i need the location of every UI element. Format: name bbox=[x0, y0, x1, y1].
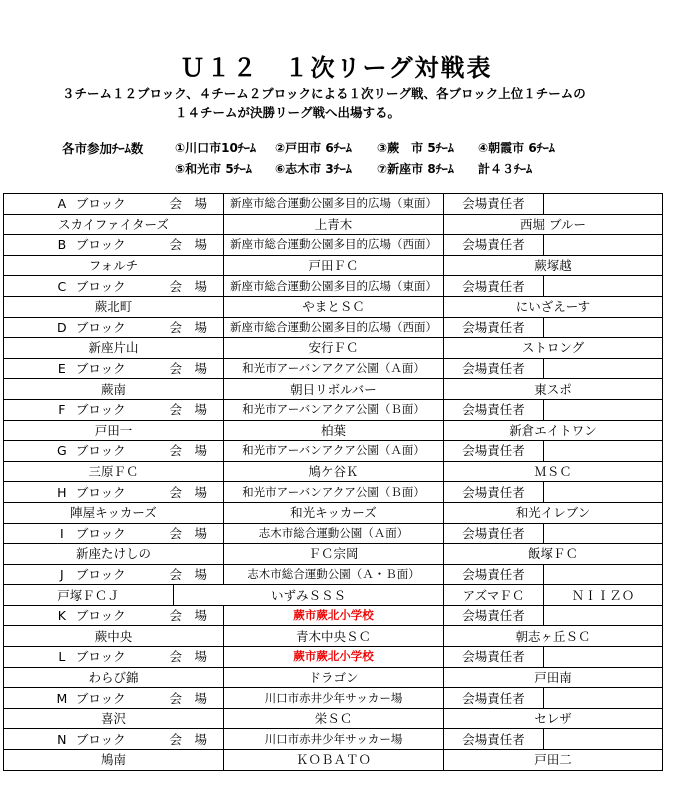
block-word: ブロック bbox=[75, 690, 126, 706]
venue-manager-value bbox=[544, 523, 663, 544]
venue-word: 会 場 bbox=[169, 649, 207, 665]
venue-word: 会 場 bbox=[169, 319, 207, 335]
block-letter: F bbox=[58, 402, 66, 418]
block-word: ブロック bbox=[75, 649, 126, 665]
block-letter: C bbox=[57, 278, 67, 294]
block-letter: G bbox=[57, 443, 67, 459]
team-row bbox=[4, 585, 663, 606]
team-row bbox=[4, 461, 663, 482]
block-header-row bbox=[4, 523, 663, 544]
team-name: ＫＯＢＡＴＯ bbox=[224, 750, 444, 771]
block-word: ブロック bbox=[75, 196, 126, 212]
venue-word: 会 場 bbox=[169, 608, 207, 624]
block-header-row bbox=[4, 441, 663, 462]
venue-manager-label: 会場責任者 bbox=[444, 441, 544, 462]
team-name: 朝日リボルバー bbox=[224, 379, 444, 400]
venue-manager-label: 会場責任者 bbox=[444, 399, 544, 420]
block-header-row bbox=[4, 729, 663, 750]
block-label bbox=[4, 276, 224, 297]
team-name: 新倉エイトワン bbox=[444, 420, 663, 441]
block-word: ブロック bbox=[75, 319, 126, 335]
block-letter: A bbox=[57, 196, 67, 212]
venue-word: 会 場 bbox=[169, 690, 207, 706]
team-row bbox=[4, 667, 663, 688]
block-label bbox=[4, 235, 224, 256]
venue-manager-label: 会場責任者 bbox=[444, 523, 544, 544]
venue-word: 会 場 bbox=[169, 278, 207, 294]
team-name: 喜沢 bbox=[4, 708, 224, 729]
venue-manager-value bbox=[544, 358, 663, 379]
team-name: 朝志ヶ丘ＳＣ bbox=[444, 626, 663, 647]
venue-manager-value bbox=[544, 194, 663, 215]
block-header-row bbox=[4, 564, 663, 585]
block-word: ブロック bbox=[75, 608, 126, 624]
block-word: ブロック bbox=[75, 278, 126, 294]
block-word: ブロック bbox=[75, 525, 126, 541]
venue-name: 新座市総合運動公園多目的広場（西面） bbox=[224, 235, 444, 256]
venue-manager-value bbox=[544, 729, 663, 750]
team-row bbox=[4, 420, 663, 441]
venue-name: 新座市総合運動公園多目的広場（西面） bbox=[224, 317, 444, 338]
league-table bbox=[3, 193, 663, 771]
venue-manager-label: 会場責任者 bbox=[444, 729, 544, 750]
team-name: セレザ bbox=[444, 708, 663, 729]
team-name: 鳩ケ谷Ｋ bbox=[224, 461, 444, 482]
block-letter: E bbox=[57, 361, 66, 377]
team-name: 蕨北町 bbox=[4, 296, 224, 317]
venue-name: 新座市総合運動公園多目的広場（東面） bbox=[224, 276, 444, 297]
team-name: 戸田二 bbox=[444, 750, 663, 771]
team-name: 戸田ＦＣ bbox=[224, 255, 444, 276]
venue-manager-label: 会場責任者 bbox=[444, 235, 544, 256]
team-name: にいざえーす bbox=[444, 296, 663, 317]
block-label bbox=[4, 564, 224, 585]
team-name: 鳩南 bbox=[4, 750, 224, 771]
team-row bbox=[4, 338, 663, 359]
venue-manager-value bbox=[544, 605, 663, 626]
team-row bbox=[4, 544, 663, 565]
team-name: 柏葉 bbox=[224, 420, 444, 441]
block-word: ブロック bbox=[75, 731, 126, 747]
block-header-row bbox=[4, 276, 663, 297]
venue-word: 会 場 bbox=[169, 484, 207, 500]
page-title: Ｕ１２ １次リーグ対戦表 bbox=[180, 54, 493, 82]
team-name: 戸塚ＦＣＪ bbox=[4, 585, 174, 606]
block-header-row bbox=[4, 399, 663, 420]
block-label bbox=[4, 523, 224, 544]
city-kawaguchi: ①川口市10ﾁｰﾑ bbox=[175, 141, 256, 155]
block-word: ブロック bbox=[75, 237, 126, 253]
team-name: 戸田一 bbox=[4, 420, 224, 441]
venue-name: 和光市アーバンアクア公園（Ａ面） bbox=[224, 358, 444, 379]
venue-manager-value bbox=[544, 482, 663, 503]
cities-label: 各市参加ﾁｰﾑ数 bbox=[62, 141, 144, 156]
venue-manager-label: 会場責任者 bbox=[444, 358, 544, 379]
team-row bbox=[4, 296, 663, 317]
team-name: 陣屋キッカーズ bbox=[4, 502, 224, 523]
venue-manager-value bbox=[544, 647, 663, 668]
team-name: 和光イレブン bbox=[444, 502, 663, 523]
block-label bbox=[4, 317, 224, 338]
venue-manager-label: 会場責任者 bbox=[444, 276, 544, 297]
venue-name: 蕨市蕨北小学校 bbox=[224, 605, 444, 626]
venue-word: 会 場 bbox=[169, 402, 207, 418]
team-name: 戸田南 bbox=[444, 667, 663, 688]
block-header-row bbox=[4, 688, 663, 709]
venue-manager-value bbox=[544, 564, 663, 585]
team-row bbox=[4, 379, 663, 400]
block-letter: K bbox=[57, 608, 66, 624]
venue-manager-label: 会場責任者 bbox=[444, 647, 544, 668]
team-row bbox=[4, 214, 663, 235]
city-toda: ②戸田市 6ﾁｰﾑ bbox=[275, 141, 352, 155]
block-header-row bbox=[4, 647, 663, 668]
team-name: やまとＳＣ bbox=[224, 296, 444, 317]
team-row bbox=[4, 502, 663, 523]
block-label bbox=[4, 647, 224, 668]
venue-manager-value bbox=[544, 441, 663, 462]
venue-name: 和光市アーバンアクア公園（Ｂ面） bbox=[224, 482, 444, 503]
team-name: ストロング bbox=[444, 338, 663, 359]
block-header-row bbox=[4, 358, 663, 379]
team-name: 蕨中央 bbox=[4, 626, 224, 647]
venue-name: 和光市アーバンアクア公園（Ｂ面） bbox=[224, 399, 444, 420]
city-shiki: ⑥志木市 3ﾁｰﾑ bbox=[275, 162, 352, 176]
venue-word: 会 場 bbox=[169, 525, 207, 541]
venue-manager-value bbox=[544, 235, 663, 256]
block-label bbox=[4, 399, 224, 420]
venue-name: 新座市総合運動公園多目的広場（東面） bbox=[224, 194, 444, 215]
team-name: 青木中央ＳＣ bbox=[224, 626, 444, 647]
block-word: ブロック bbox=[75, 443, 126, 459]
block-label bbox=[4, 358, 224, 379]
venue-manager-label: 会場責任者 bbox=[444, 688, 544, 709]
venue-name: 川口市赤井少年サッカー場 bbox=[224, 729, 444, 750]
venue-name: 和光市アーバンアクア公園（Ａ面） bbox=[224, 441, 444, 462]
block-letter: N bbox=[57, 731, 67, 747]
team-name: わらび錦 bbox=[4, 667, 224, 688]
team-name: ＦＣ宗岡 bbox=[224, 544, 444, 565]
city-warabi: ③蕨 市 5ﾁｰﾑ bbox=[377, 141, 454, 155]
venue-name: 志木市総合運動公園（Ａ面） bbox=[224, 523, 444, 544]
venue-word: 会 場 bbox=[169, 237, 207, 253]
venue-word: 会 場 bbox=[169, 196, 207, 212]
venue-name: 蕨市蕨北小学校 bbox=[224, 647, 444, 668]
block-letter: M bbox=[56, 690, 68, 706]
city-niiza: ⑦新座市 8ﾁｰﾑ bbox=[377, 162, 454, 176]
venue-manager-label: 会場責任者 bbox=[444, 194, 544, 215]
team-name: 蕨塚越 bbox=[444, 255, 663, 276]
team-row bbox=[4, 708, 663, 729]
total-teams: 計４３ﾁｰﾑ bbox=[478, 162, 533, 176]
team-name: 新座片山 bbox=[4, 338, 224, 359]
block-letter: D bbox=[57, 319, 67, 335]
team-name: フォルチ bbox=[4, 255, 224, 276]
team-row bbox=[4, 626, 663, 647]
venue-manager-value bbox=[544, 317, 663, 338]
block-header-row bbox=[4, 605, 663, 626]
block-word: ブロック bbox=[75, 484, 126, 500]
team-row bbox=[4, 750, 663, 771]
city-asaka: ④朝霞市 6ﾁｰﾑ bbox=[478, 141, 555, 155]
block-header-row bbox=[4, 482, 663, 503]
venue-manager-label: 会場責任者 bbox=[444, 605, 544, 626]
team-name: ＭＳＣ bbox=[444, 461, 663, 482]
team-row bbox=[4, 255, 663, 276]
block-label bbox=[4, 482, 224, 503]
team-name: アズマＦＣ bbox=[444, 585, 544, 606]
team-name: 三原ＦＣ bbox=[4, 461, 224, 482]
venue-manager-label: 会場責任者 bbox=[444, 482, 544, 503]
venue-manager-value bbox=[544, 688, 663, 709]
team-name: 西堀 ブルー bbox=[444, 214, 663, 235]
venue-word: 会 場 bbox=[169, 731, 207, 747]
team-name: 栄ＳＣ bbox=[224, 708, 444, 729]
block-letter: J bbox=[60, 566, 64, 582]
team-name: 東スポ bbox=[444, 379, 663, 400]
venue-manager-label: 会場責任者 bbox=[444, 317, 544, 338]
venue-word: 会 場 bbox=[169, 443, 207, 459]
block-letter: L bbox=[58, 649, 66, 665]
block-header-row bbox=[4, 235, 663, 256]
team-name: いずみＳＳＳ bbox=[174, 585, 444, 606]
description-line-2: １４チームが決勝リーグ戦へ出場する。 bbox=[175, 105, 401, 120]
cities-line-2 bbox=[175, 160, 532, 177]
description-line-1: ３チーム１２ブロック、４チーム２ブロックによる１次リーグ戦、各ブロック上位１チームの bbox=[62, 86, 586, 101]
team-name: 上青木 bbox=[224, 214, 444, 235]
venue-word: 会 場 bbox=[169, 566, 207, 582]
block-label bbox=[4, 194, 224, 215]
cities-line-1 bbox=[175, 139, 555, 156]
block-letter: I bbox=[60, 525, 64, 541]
team-name: ドラゴン bbox=[224, 667, 444, 688]
block-header-row bbox=[4, 194, 663, 215]
city-wako: ⑤和光市 5ﾁｰﾑ bbox=[175, 162, 252, 176]
venue-name: 川口市赤井少年サッカー場 bbox=[224, 688, 444, 709]
block-letter: B bbox=[57, 237, 67, 253]
block-label bbox=[4, 605, 224, 626]
venue-name: 志木市総合運動公園（Ａ・Ｂ面） bbox=[224, 564, 444, 585]
block-label bbox=[4, 729, 224, 750]
block-label bbox=[4, 688, 224, 709]
block-word: ブロック bbox=[75, 361, 126, 377]
venue-manager-label: 会場責任者 bbox=[444, 564, 544, 585]
venue-manager-value bbox=[544, 399, 663, 420]
team-name: スカイファイターズ bbox=[4, 214, 224, 235]
team-name: 安行ＦＣ bbox=[224, 338, 444, 359]
block-header-row bbox=[4, 317, 663, 338]
venue-word: 会 場 bbox=[169, 361, 207, 377]
block-word: ブロック bbox=[75, 566, 126, 582]
team-name: 和光キッカーズ bbox=[224, 502, 444, 523]
team-name: 蕨南 bbox=[4, 379, 224, 400]
team-name: 新座たけしの bbox=[4, 544, 224, 565]
team-name: 飯塚ＦＣ bbox=[444, 544, 663, 565]
block-word: ブロック bbox=[75, 402, 126, 418]
venue-manager-value bbox=[544, 276, 663, 297]
block-label bbox=[4, 441, 224, 462]
block-letter: H bbox=[57, 484, 67, 500]
team-name: ＮＩＩＺＯ bbox=[544, 585, 663, 606]
